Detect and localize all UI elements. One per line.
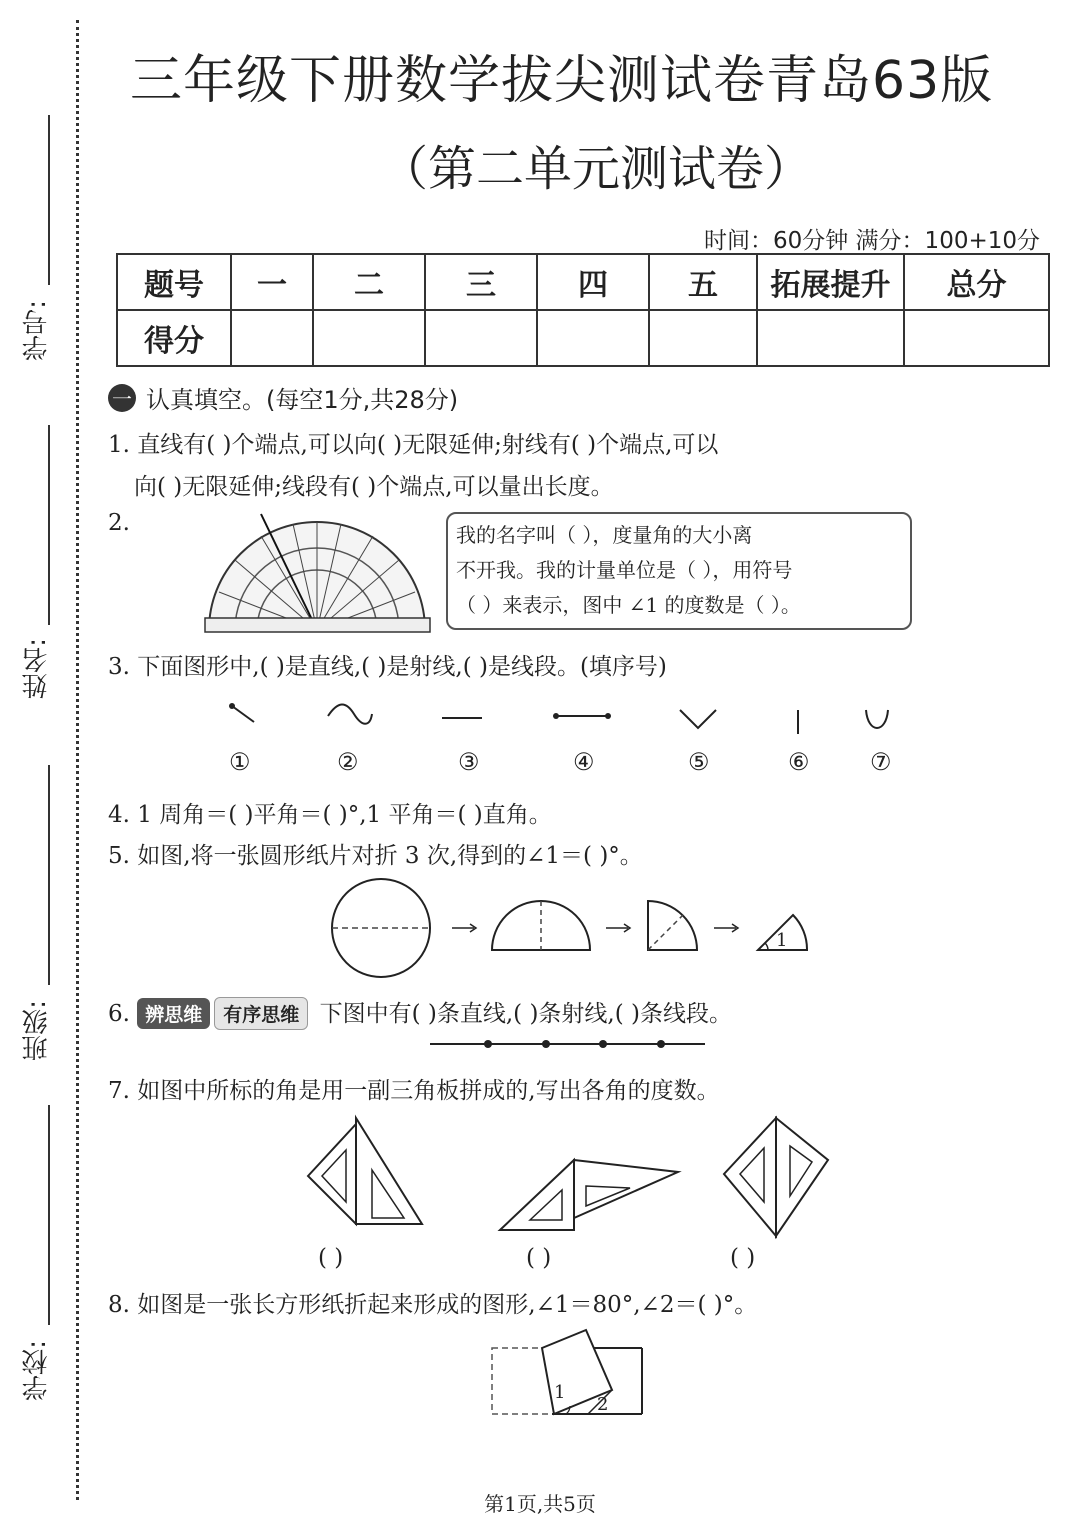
line-with-points <box>430 1034 710 1054</box>
page-subtitle: （第二单元测试卷） <box>380 141 813 197</box>
question-6-number: 6. <box>108 1001 130 1027</box>
figure-label: ⑤ <box>688 748 710 776</box>
question-8: 8. 如图是一张长方形纸折起来形成的图形,∠1＝80°,∠2＝( )°。 <box>108 1292 758 1318</box>
section-heading <box>108 380 458 415</box>
score-table-cell: 得分 <box>117 310 231 366</box>
figure-label: ① <box>229 748 251 776</box>
figure-label: ② <box>337 748 359 776</box>
score-table-header-row <box>117 254 1049 310</box>
paper-folding-figure <box>328 876 818 980</box>
name-label: 姓名: <box>22 638 52 699</box>
question-6-text: 下图中有( )条直线,( )条射线,( )条线段。 <box>319 1001 733 1027</box>
time-info: 时间：60分钟 满分：100+10分 <box>703 228 1040 254</box>
angle-1-label: 1 <box>776 930 788 951</box>
class-blank-line <box>48 765 50 985</box>
score-table-score-row <box>117 310 1049 366</box>
figure-label: ③ <box>458 748 480 776</box>
score-table-cell: 题号 <box>117 254 231 310</box>
score-input-cell[interactable] <box>231 310 313 366</box>
score-table-cell: 总分 <box>904 254 1049 310</box>
question-4: 4. 1 周角＝( )平角＝( )°,1 平角＝( )直角。 <box>108 802 552 828</box>
class-label: 班级: <box>22 1000 52 1061</box>
figure-label: ⑦ <box>870 748 892 776</box>
score-table-cell: 一 <box>231 254 313 310</box>
page-number: 第1页,共5页 <box>484 1492 596 1516</box>
section-heading-text: 认真填空。(每空1分,共28分) <box>146 386 459 414</box>
question-7: 7. 如图中所标的角是用一副三角板拼成的,写出各角的度数。 <box>108 1078 720 1104</box>
score-input-cell[interactable] <box>425 310 537 366</box>
score-table-cell: 三 <box>425 254 537 310</box>
binding-dotted-line <box>76 20 79 1500</box>
thinking-tag: 辨思维 <box>137 998 210 1029</box>
question-6 <box>108 995 732 1030</box>
answer-blank[interactable]: ( ) <box>318 1245 344 1271</box>
question-3: 3. 下面图形中,( )是直线,( )是射线,( )是线段。(填序号) <box>108 654 667 680</box>
name-blank-line <box>48 425 50 625</box>
protractor-image <box>205 512 430 634</box>
score-table-cell: 五 <box>649 254 757 310</box>
question-5: 5. 如图,将一张圆形纸片对折 3 次,得到的∠1＝( )°。 <box>108 843 643 869</box>
triangle-rulers-figure <box>300 1110 840 1240</box>
student-id-label: 学号: <box>22 300 52 361</box>
question-1-line-1: 1. 直线有( )个端点,可以向( )无限延伸;射线有( )个端点,可以 <box>108 432 719 458</box>
figure-label: ④ <box>573 748 595 776</box>
score-input-cell[interactable] <box>649 310 757 366</box>
score-table-cell: 拓展提升 <box>757 254 904 310</box>
question-2-number: 2. <box>108 510 130 536</box>
score-table-cell: 四 <box>537 254 649 310</box>
page-title: 三年级下册数学拔尖测试卷青岛63版 <box>130 51 994 111</box>
student-id-blank-line <box>48 115 50 285</box>
figure-label: ⑥ <box>788 748 810 776</box>
score-input-cell[interactable] <box>757 310 904 366</box>
score-table <box>116 253 1050 367</box>
question-1-line-2: 向( )无限延伸;线段有( )个端点,可以量出长度。 <box>134 474 614 500</box>
score-input-cell[interactable] <box>904 310 1049 366</box>
line-figures <box>220 696 900 746</box>
score-input-cell[interactable] <box>537 310 649 366</box>
school-blank-line <box>48 1105 50 1325</box>
angle-2-label: 2 <box>597 1394 609 1415</box>
bubble-line-1: 我的名字叫（ ），度量角的大小离 <box>456 523 753 547</box>
score-input-cell[interactable] <box>313 310 425 366</box>
angle-1-label: 1 <box>554 1382 566 1403</box>
section-number-badge: 一 <box>108 384 136 412</box>
answer-blank[interactable]: ( ) <box>730 1245 756 1271</box>
speech-bubble <box>446 512 912 630</box>
folded-rectangle-figure <box>488 1326 648 1418</box>
bubble-line-2: 不开我。我的计量单位是（ ），用符号 <box>456 558 793 582</box>
ordered-thinking-tag: 有序思维 <box>214 997 308 1030</box>
school-label: 学校: <box>22 1340 52 1401</box>
bubble-line-3: （ ）来表示，图中 ∠1 的度数是（ ）。 <box>456 593 801 617</box>
answer-blank[interactable]: ( ) <box>526 1245 552 1271</box>
score-table-cell: 二 <box>313 254 425 310</box>
